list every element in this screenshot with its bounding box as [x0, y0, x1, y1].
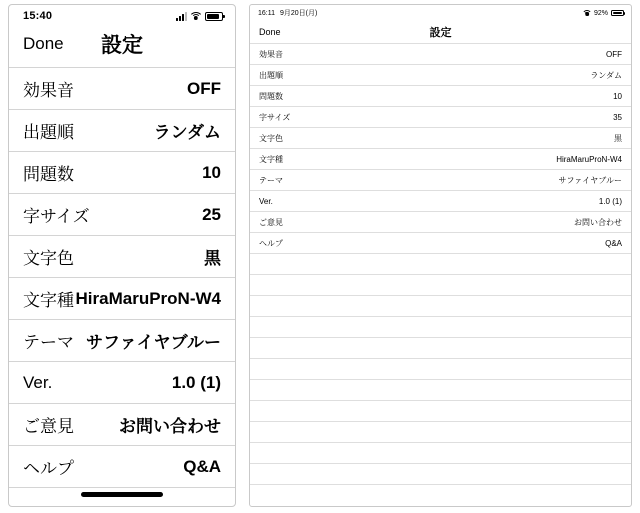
setting-value: サファイヤブルー — [86, 333, 221, 352]
setting-label: 文字色 — [23, 249, 74, 268]
setting-label: 文字色 — [259, 133, 283, 143]
phone-navigation-bar — [9, 27, 235, 67]
table-row[interactable] — [250, 85, 631, 106]
setting-label: 効果音 — [23, 81, 74, 100]
setting-label: 文字種 — [259, 154, 283, 164]
phone-device-frame — [8, 4, 236, 507]
table-row[interactable] — [250, 232, 631, 253]
table-row[interactable] — [250, 211, 631, 232]
setting-value: ランダム — [153, 123, 221, 142]
setting-label: 字サイズ — [23, 207, 90, 226]
setting-value: 黒 — [204, 249, 221, 268]
list-item[interactable] — [9, 109, 235, 151]
setting-label: テーマ — [23, 333, 74, 352]
table-row-empty — [250, 484, 631, 505]
setting-label: ヘルプ — [23, 459, 74, 478]
setting-label: 字サイズ — [259, 112, 291, 122]
table-row[interactable] — [250, 127, 631, 148]
setting-value: OFF — [606, 49, 622, 59]
setting-value: 10 — [613, 91, 622, 101]
tablet-done-button[interactable]: Done — [259, 27, 281, 37]
setting-value: 1.0 (1) — [598, 196, 622, 206]
setting-label: Ver. — [23, 372, 53, 392]
phone-done-button[interactable]: Done — [23, 34, 64, 53]
table-row-empty — [250, 421, 631, 442]
battery-icon — [611, 10, 624, 17]
setting-label: ご意見 — [23, 417, 74, 436]
table-row-empty — [250, 400, 631, 421]
phone-status-indicators — [176, 12, 223, 21]
setting-value: HiraMaruProN-W4 — [75, 288, 221, 308]
phone-settings-list — [9, 67, 235, 507]
table-row[interactable] — [250, 43, 631, 64]
table-row-empty — [250, 253, 631, 274]
table-row-empty — [250, 442, 631, 463]
table-row[interactable] — [250, 148, 631, 169]
setting-label: ヘルプ — [259, 238, 283, 248]
setting-label: Ver. — [259, 196, 273, 206]
tablet-status-indicators — [583, 10, 624, 17]
setting-label: 問題数 — [23, 165, 74, 184]
list-item[interactable] — [9, 193, 235, 235]
setting-value: 25 — [202, 204, 221, 224]
list-item[interactable] — [9, 361, 235, 403]
setting-value: Q&A — [605, 238, 622, 248]
table-row-empty — [250, 274, 631, 295]
setting-value: 黒 — [614, 133, 622, 143]
list-item-empty — [9, 487, 235, 507]
list-item[interactable] — [9, 445, 235, 487]
wifi-icon — [583, 10, 591, 16]
tablet-status-date: 9月20日(月) — [280, 10, 318, 17]
table-row-empty — [250, 358, 631, 379]
list-item[interactable] — [9, 235, 235, 277]
list-item[interactable] — [9, 277, 235, 319]
setting-label: 文字種 — [23, 291, 74, 310]
table-row[interactable] — [250, 169, 631, 190]
setting-value: サファイヤブルー — [558, 175, 622, 185]
phone-status-time: 15:40 — [23, 10, 53, 22]
setting-label: ご意見 — [259, 217, 283, 227]
setting-value: 10 — [202, 162, 221, 182]
table-row[interactable] — [250, 190, 631, 211]
table-row-empty — [250, 316, 631, 337]
setting-label: 問題数 — [259, 91, 283, 101]
tablet-device-frame — [249, 4, 632, 507]
setting-value: お問い合わせ — [119, 417, 221, 436]
battery-icon — [205, 12, 223, 21]
wifi-icon — [190, 12, 202, 21]
setting-label: テーマ — [259, 175, 283, 185]
setting-label: 効果音 — [259, 49, 283, 59]
phone-page-title: 設定 — [101, 34, 143, 57]
table-row-empty — [250, 295, 631, 316]
setting-value: Q&A — [183, 456, 221, 476]
table-row[interactable] — [250, 106, 631, 127]
table-row-empty — [250, 463, 631, 484]
setting-value: 1.0 (1) — [171, 372, 221, 392]
list-item[interactable] — [9, 319, 235, 361]
tablet-navigation-bar — [250, 21, 631, 43]
setting-value: お問い合わせ — [574, 217, 622, 227]
list-item[interactable] — [9, 151, 235, 193]
table-row-empty — [250, 379, 631, 400]
setting-value: OFF — [187, 78, 221, 98]
tablet-settings-list — [250, 43, 631, 505]
list-item[interactable] — [9, 67, 235, 109]
table-row[interactable] — [250, 64, 631, 85]
setting-label: 出題順 — [259, 70, 283, 80]
list-item[interactable] — [9, 403, 235, 445]
setting-value: ランダム — [590, 70, 622, 80]
battery-percent-label: 92% — [593, 9, 608, 17]
tablet-status-left — [258, 8, 317, 18]
setting-value: HiraMaruProN-W4 — [556, 154, 622, 164]
tablet-status-bar — [250, 5, 631, 21]
home-indicator[interactable] — [81, 492, 163, 497]
tablet-status-time: 16:11 — [258, 9, 275, 17]
setting-label: 出題順 — [23, 123, 74, 142]
table-row-empty — [250, 337, 631, 358]
cellular-signal-icon — [176, 12, 187, 21]
setting-value: 35 — [613, 112, 622, 122]
tablet-page-title: 設定 — [429, 27, 452, 39]
phone-status-bar — [9, 5, 235, 27]
